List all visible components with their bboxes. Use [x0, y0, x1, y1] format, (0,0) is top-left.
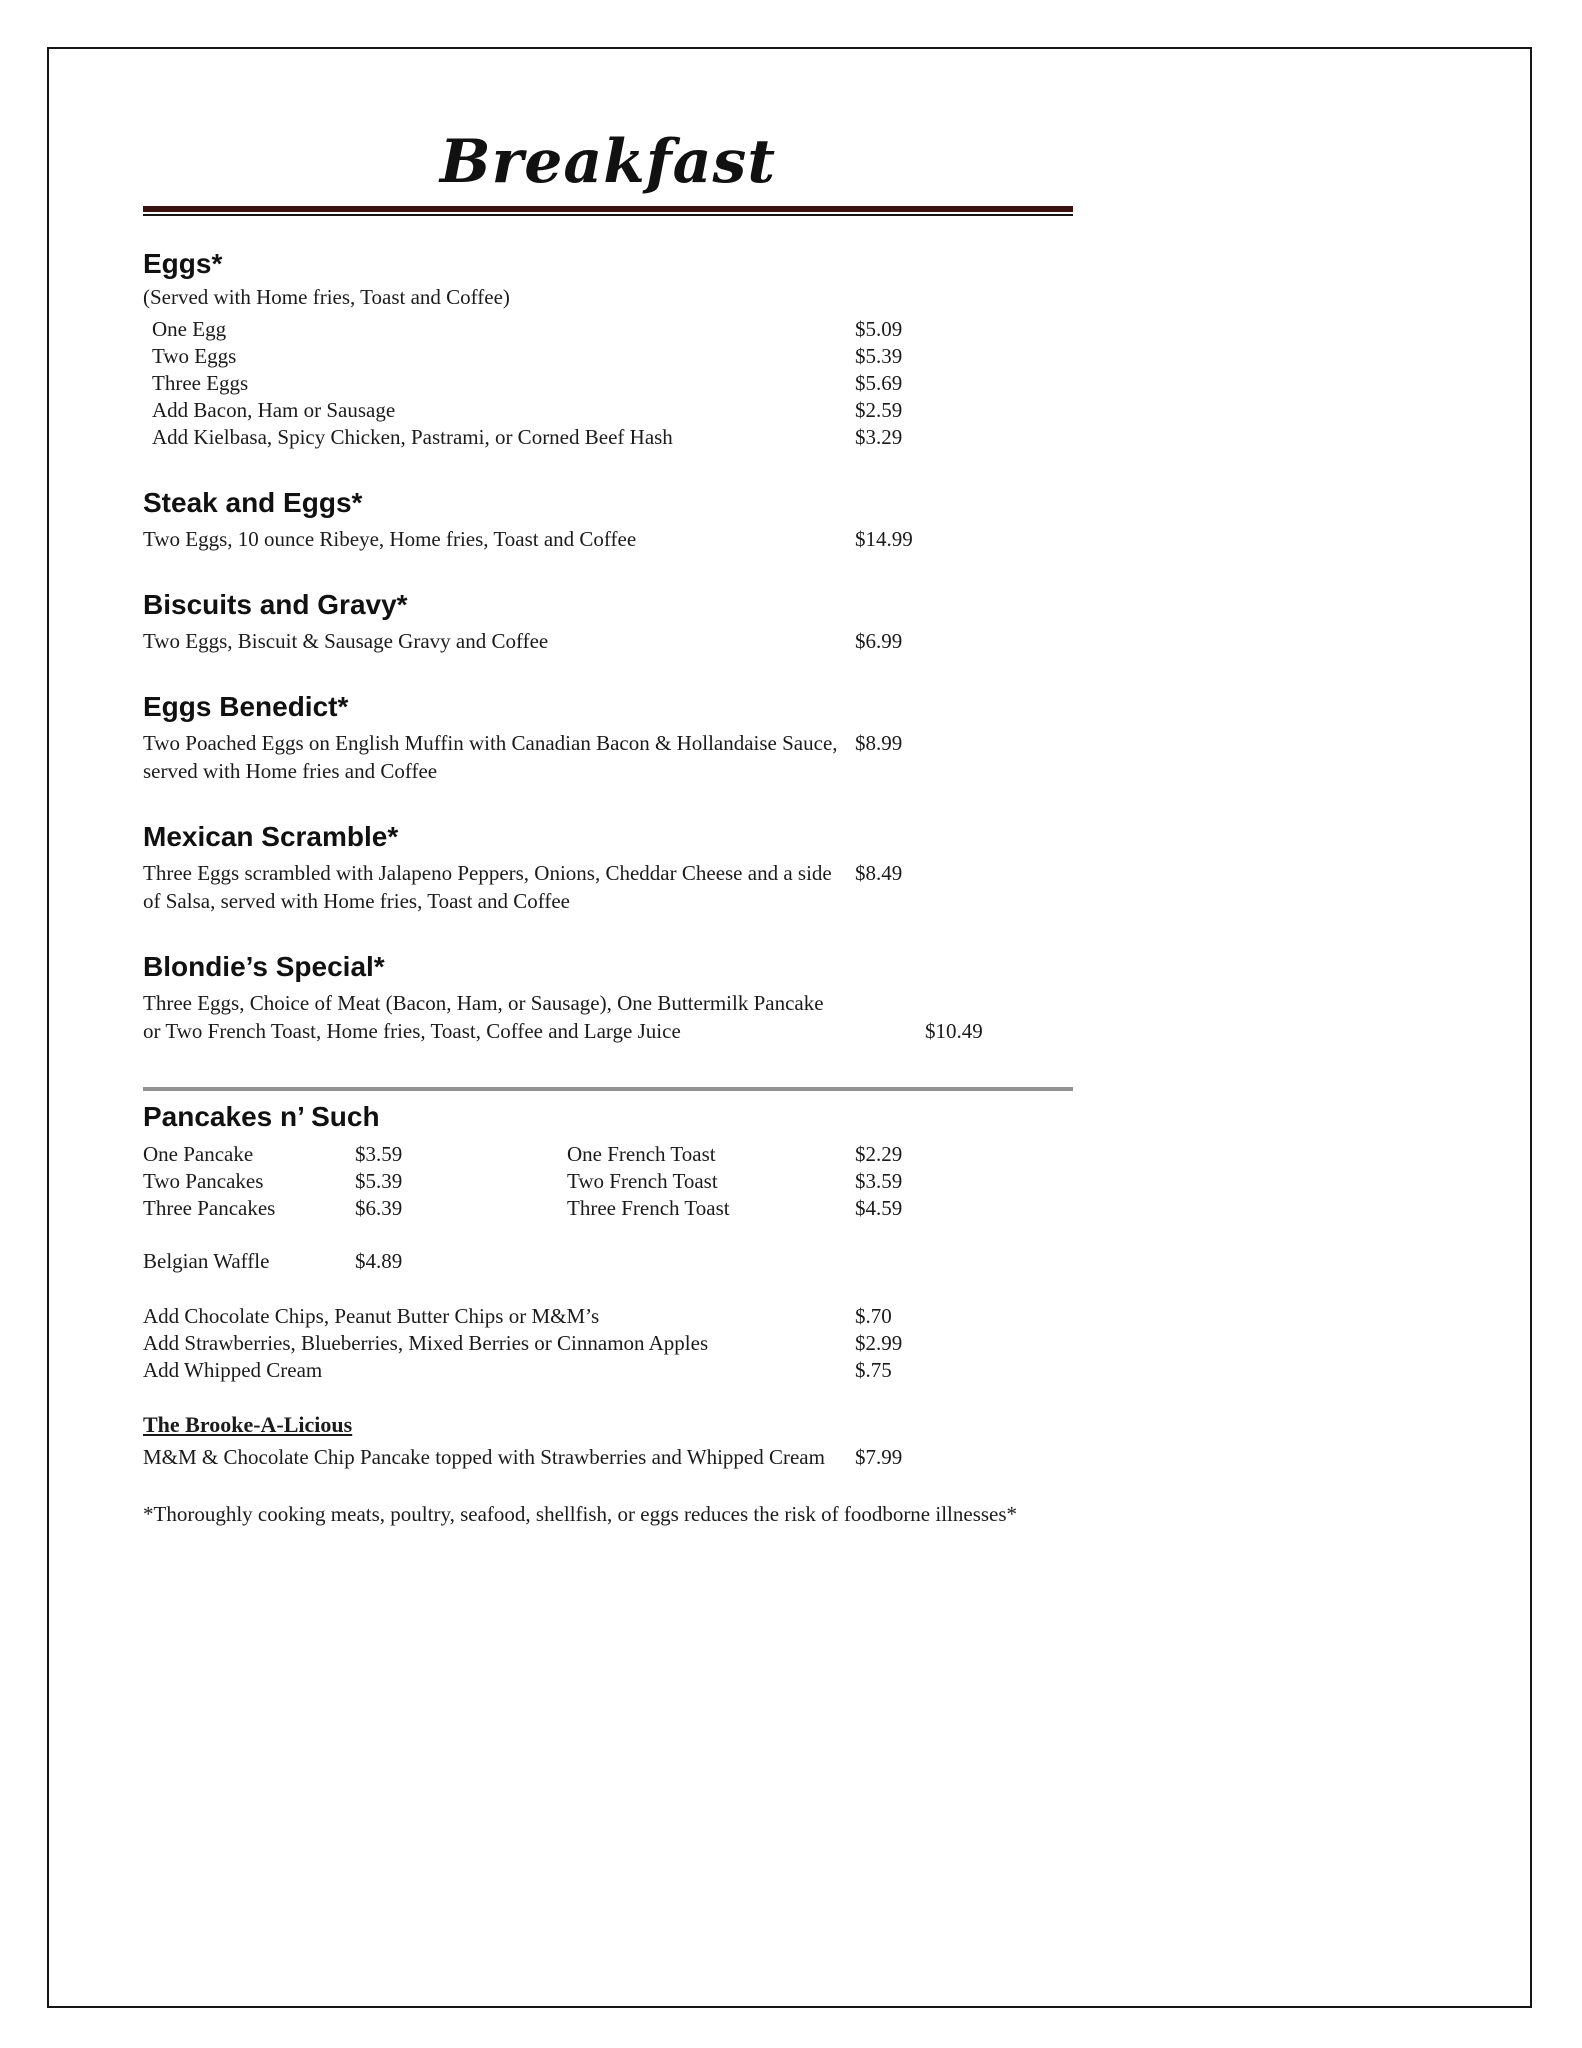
- menu-item-price: $5.39: [355, 1169, 403, 1193]
- menu-item-price: $8.49: [855, 861, 903, 885]
- menu-title: Breakfast: [439, 127, 777, 197]
- menu-item: [143, 525, 973, 553]
- menu-item-row: [143, 1195, 1073, 1222]
- menu-item-name: Belgian Waffle: [143, 1249, 270, 1273]
- menu-content: [143, 126, 1073, 1528]
- menu-item-price: $.70: [855, 1304, 892, 1328]
- menu-item-price: $7.99: [855, 1445, 903, 1469]
- section-biscuits-and-gravy: [143, 589, 1073, 655]
- menu-item-price: $6.39: [355, 1196, 403, 1220]
- menu-item: [143, 1303, 1073, 1330]
- menu-item-description: Three Eggs, Choice of Meat (Bacon, Ham, or Sausage), One Buttermilk Pancake: [143, 991, 824, 1015]
- menu-item-description-continued: or Two French Toast, Home fries, Toast, Coffee and Large Juice: [143, 1019, 681, 1043]
- menu-item-name: One Egg: [152, 317, 227, 341]
- menu-item: [143, 1330, 1073, 1357]
- menu-item-name: One Pancake: [143, 1142, 254, 1166]
- menu-item-description: Two Poached Eggs on English Muffin with Canadian Bacon & Hollandaise Sauce,: [143, 731, 838, 755]
- menu-item: [143, 1248, 1073, 1275]
- pancake-addons-list: [143, 1303, 1073, 1384]
- menu-item-name: Two Eggs: [152, 344, 237, 368]
- menu-item-price: $3.59: [355, 1142, 403, 1166]
- section-heading-steak-and-eggs: Steak and Eggs*: [143, 487, 363, 518]
- section-heading-eggs-benedict: Eggs Benedict*: [143, 691, 349, 722]
- menu-item: [143, 397, 1073, 424]
- menu-item-price: $5.69: [855, 371, 903, 395]
- menu-item-price: $8.99: [855, 731, 903, 755]
- section-steak-and-eggs: [143, 487, 1073, 553]
- section-heading-mexican-scramble: Mexican Scramble*: [143, 821, 399, 852]
- menu-item-name: Three Eggs: [152, 371, 249, 395]
- title-divider-rule: [143, 206, 1073, 216]
- section-heading-pancakes: Pancakes n’ Such: [143, 1101, 380, 1132]
- menu-item-name: Add Bacon, Ham or Sausage: [152, 398, 396, 422]
- menu-item: [143, 424, 1073, 451]
- menu-item-price: $3.29: [855, 425, 903, 449]
- menu-item-description: M&M & Chocolate Chip Pancake topped with Strawberries and Whipped Cream: [143, 1445, 825, 1469]
- menu-item-name: Two French Toast: [567, 1169, 718, 1193]
- menu-item: [143, 1017, 983, 1045]
- menu-item: [143, 859, 973, 887]
- menu-item-price: $14.99: [855, 527, 913, 551]
- menu-item-price: $4.59: [855, 1196, 903, 1220]
- menu-item-row: [143, 1141, 1073, 1168]
- menu-item-price: $2.99: [855, 1331, 903, 1355]
- menu-item-price: $2.29: [855, 1142, 903, 1166]
- menu-item: [143, 343, 1073, 370]
- menu-item-price: $10.49: [925, 1019, 983, 1043]
- menu-item-name: Add Strawberries, Blueberries, Mixed Berries or Cinnamon Apples: [143, 1331, 709, 1355]
- pancakes-item-grid: [143, 1141, 1073, 1222]
- section-mexican-scramble: [143, 821, 1073, 915]
- section-heading-eggs: Eggs*: [143, 248, 223, 279]
- menu-item: [143, 370, 1073, 397]
- menu-item-name: Add Whipped Cream: [143, 1358, 323, 1382]
- section-blondies-special: [143, 951, 1073, 1045]
- section-eggs-benedict: [143, 691, 1073, 785]
- section-divider-rule: [143, 1087, 1073, 1091]
- eggs-serving-note: (Served with Home fries, Toast and Coffee): [143, 285, 510, 309]
- menu-item-name: Two Pancakes: [143, 1169, 264, 1193]
- section-heading-biscuits-and-gravy: Biscuits and Gravy*: [143, 589, 408, 620]
- menu-item: [143, 627, 973, 655]
- menu-item-description: Three Eggs scrambled with Jalapeno Peppers, Onions, Cheddar Cheese and a side: [143, 861, 832, 885]
- section-heading-brooke-a-licious: The Brooke-A-Licious: [143, 1412, 353, 1437]
- menu-item-price: $2.59: [855, 398, 903, 422]
- menu-item-price: $6.99: [855, 629, 903, 653]
- menu-item-price: $3.59: [855, 1169, 903, 1193]
- menu-item-row: [143, 1168, 1073, 1195]
- menu-item: [143, 316, 1073, 343]
- menu-item: [143, 1357, 1073, 1384]
- menu-item-name: One French Toast: [567, 1142, 716, 1166]
- menu-item: [143, 729, 973, 757]
- menu-item-description-continued: served with Home fries and Coffee: [143, 759, 438, 783]
- menu-item-name: Three Pancakes: [143, 1196, 276, 1220]
- section-eggs: [143, 248, 1073, 451]
- menu-item-description: Two Eggs, Biscuit & Sausage Gravy and Coffee: [143, 629, 549, 653]
- menu-item-description-continued: of Salsa, served with Home fries, Toast and Coffee: [143, 889, 570, 913]
- menu-item-price: $.75: [855, 1358, 892, 1382]
- menu-item-price: $5.39: [855, 344, 903, 368]
- menu-item-name: Three French Toast: [567, 1196, 730, 1220]
- section-heading-blondies-special: Blondie’s Special*: [143, 951, 385, 982]
- menu-item-price: $5.09: [855, 317, 903, 341]
- eggs-item-list: [143, 316, 1073, 451]
- menu-item-name: Add Chocolate Chips, Peanut Butter Chips or M&M’s: [143, 1304, 600, 1328]
- menu-item-price: $4.89: [355, 1249, 403, 1273]
- menu-item-description: Two Eggs, 10 ounce Ribeye, Home fries, Toast and Coffee: [143, 527, 637, 551]
- safety-footnote: *Thoroughly cooking meats, poultry, seafood, shellfish, or eggs reduces the risk of foodborne illnesses*: [143, 1502, 1018, 1526]
- menu-item: [143, 1444, 1073, 1471]
- menu-item-name: Add Kielbasa, Spicy Chicken, Pastrami, or Corned Beef Hash: [152, 425, 673, 449]
